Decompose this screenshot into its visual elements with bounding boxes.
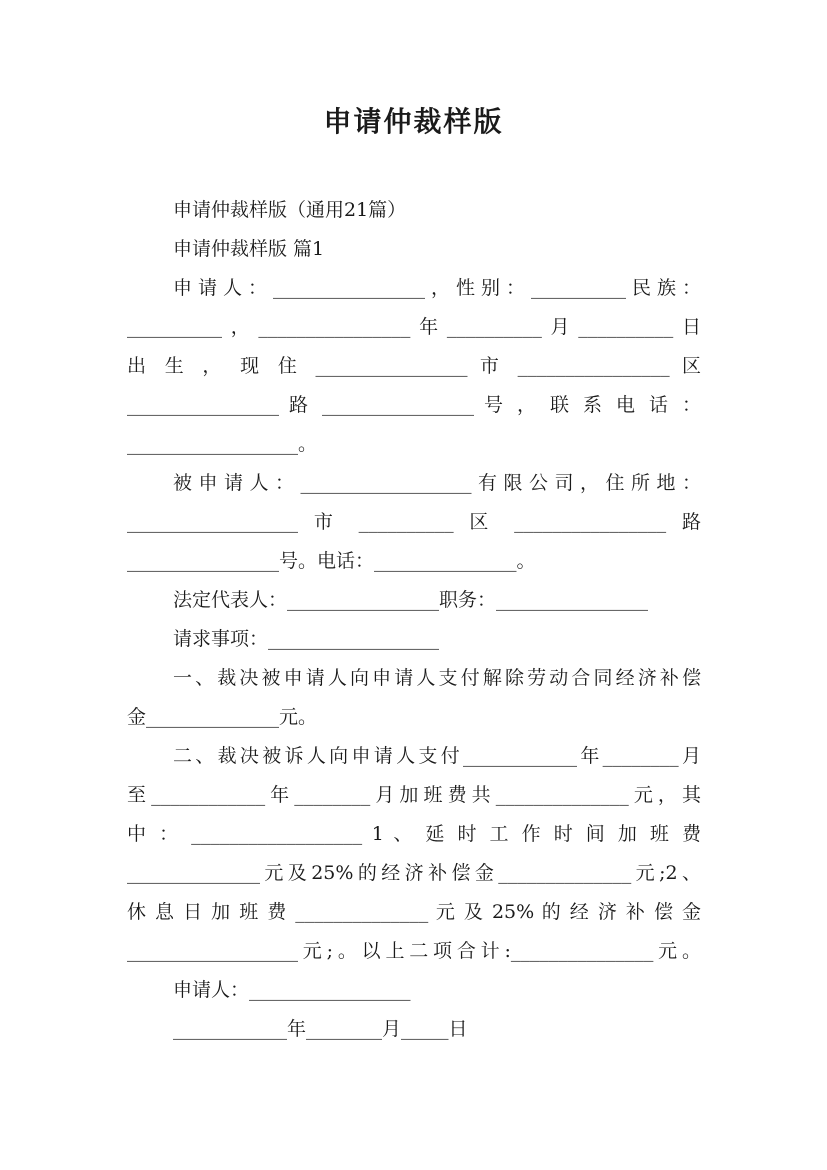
document-subtitle: 申请仲裁样版（通用21篇） <box>173 199 407 221</box>
paragraph-line: __________________元;。以上二项合计:_______________元。 <box>127 940 701 962</box>
paragraph-line: ________________ 路 ________________ 号 ， 联 系 电 话 ： <box>127 394 701 416</box>
paragraph-line: 二、裁决被诉人向申请人支付____________年________月 <box>173 745 701 767</box>
paragraph-line: 休 息 日 加 班 费 ______________ 元 及 25% 的 经 济 补 偿 金 <box>127 901 701 923</box>
document-title: 申请仲裁样版 <box>323 105 504 138</box>
paragraph-line: __________________。 <box>127 433 318 455</box>
paragraph-line: 中 ： __________________ 1 、 延 时 工 作 时 间 加 班 费 <box>127 823 701 845</box>
paragraph-line: ________________号。电话：_______________。 <box>127 550 536 572</box>
paragraph-line: 金______________元。 <box>127 706 318 728</box>
paragraph-line: 被申请人：__________________有限公司，住所地： <box>173 472 701 494</box>
date-line: ____________年________月_____日 <box>173 1018 468 1040</box>
paragraph-line: 法定代表人：________________职务：________________ <box>173 589 649 611</box>
section-heading: 申请仲裁样版 篇1 <box>173 238 325 260</box>
paragraph-line: __________，________________年__________月__________日 <box>127 316 701 338</box>
signature-line: 申请人：_________________ <box>173 979 411 1001</box>
paragraph-line: 请求事项：__________________ <box>173 628 440 650</box>
paragraph-line: 出 生 ， 现 住 ________________ 市 ________________ 区 <box>127 355 701 377</box>
paragraph-line: __________________ 市 __________ 区 ________________ 路 <box>127 511 701 533</box>
paragraph-line: 申请人：________________，性别：__________民族： <box>173 277 701 299</box>
paragraph-line: ______________元及25%的经济补偿金______________元;2、 <box>127 862 701 884</box>
paragraph-line: 至____________年________月加班费共______________元，其 <box>127 784 701 806</box>
paragraph-line: 一、裁决被申请人向申请人支付解除劳动合同经济补偿 <box>173 667 701 689</box>
